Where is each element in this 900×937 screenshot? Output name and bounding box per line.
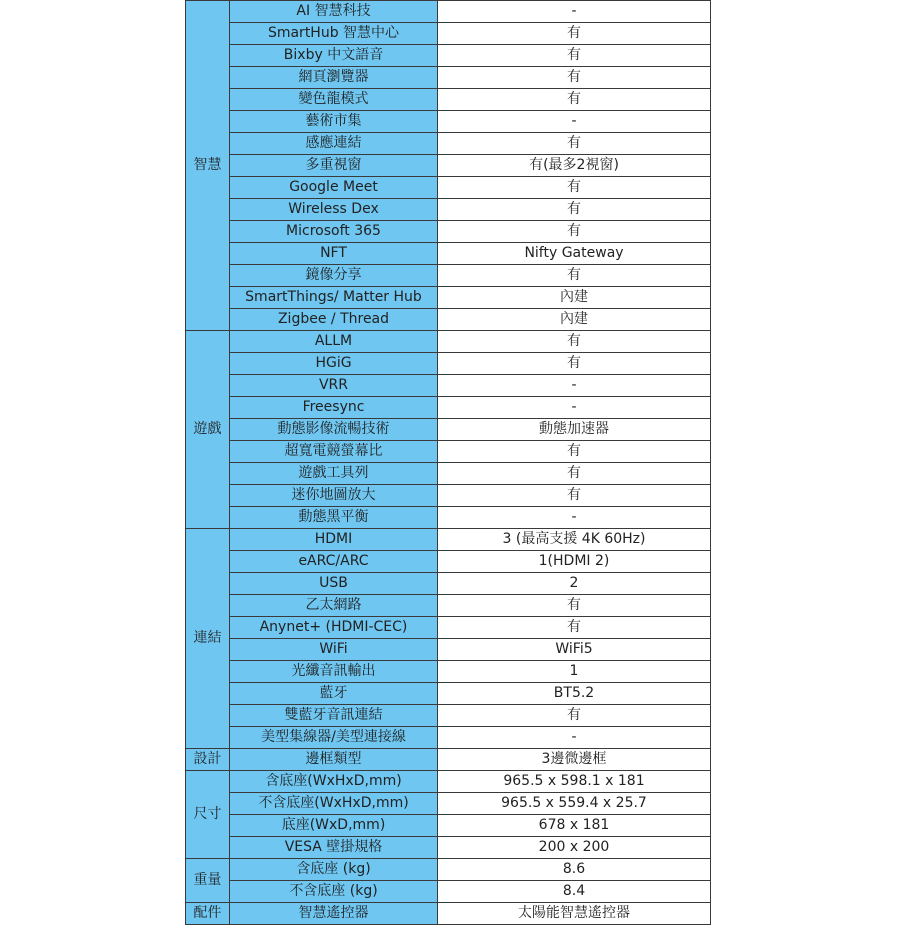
value-cell: 有 [438,705,711,727]
value-cell: 有 [438,485,711,507]
value-cell: 有 [438,67,711,89]
value-cell: 太陽能智慧遙控器 [438,903,711,925]
table-row [186,485,711,507]
value-cell: 有 [438,133,711,155]
category-cell: 設計 [186,749,230,771]
feature-cell: 乙太網路 [230,595,438,617]
value-cell: 動態加速器 [438,419,711,441]
feature-cell: 迷你地圖放大 [230,485,438,507]
table-row [186,419,711,441]
feature-cell: Bixby 中文語音 [230,45,438,67]
table-row [186,551,711,573]
value-cell: 965.5 x 559.4 x 25.7 [438,793,711,815]
table-row [186,111,711,133]
table-row [186,705,711,727]
value-cell: 有 [438,89,711,111]
table-row [186,353,711,375]
value-cell: 有 [438,23,711,45]
table-row [186,243,711,265]
table-row [186,595,711,617]
value-cell: WiFi5 [438,639,711,661]
feature-cell: ALLM [230,331,438,353]
value-cell: 有 [438,331,711,353]
feature-cell: 底座(WxD,mm) [230,815,438,837]
feature-cell: 含底座(WxHxD,mm) [230,771,438,793]
feature-cell: 智慧遙控器 [230,903,438,925]
table-row [186,265,711,287]
feature-cell: NFT [230,243,438,265]
table-row [186,683,711,705]
feature-cell: 動態黑平衡 [230,507,438,529]
category-cell: 重量 [186,859,230,903]
value-cell: BT5.2 [438,683,711,705]
value-cell: - [438,111,711,133]
value-cell: 有 [438,265,711,287]
table-row [186,661,711,683]
feature-cell: 不含底座 (kg) [230,881,438,903]
feature-cell: 變色龍模式 [230,89,438,111]
feature-cell: 藝術市集 [230,111,438,133]
feature-cell: Zigbee / Thread [230,309,438,331]
category-cell: 智慧 [186,1,230,331]
feature-cell: VESA 壁掛規格 [230,837,438,859]
table-row [186,815,711,837]
table-row [186,67,711,89]
value-cell: 8.4 [438,881,711,903]
table-row [186,727,711,749]
value-cell: 內建 [438,287,711,309]
value-cell: - [438,727,711,749]
table-row [186,749,711,771]
feature-cell: 雙藍牙音訊連結 [230,705,438,727]
feature-cell: USB [230,573,438,595]
table-row [186,89,711,111]
feature-cell: 多重視窗 [230,155,438,177]
table-row [186,903,711,925]
table-row [186,287,711,309]
feature-cell: 動態影像流暢技術 [230,419,438,441]
value-cell: 3邊微邊框 [438,749,711,771]
spec-table [185,0,711,925]
value-cell: Nifty Gateway [438,243,711,265]
feature-cell: 遊戲工具列 [230,463,438,485]
feature-cell: Freesync [230,397,438,419]
value-cell: 678 x 181 [438,815,711,837]
feature-cell: 美型集線器/美型連接線 [230,727,438,749]
category-cell: 遊戲 [186,331,230,529]
table-row [186,199,711,221]
feature-cell: 光纖音訊輸出 [230,661,438,683]
feature-cell: Microsoft 365 [230,221,438,243]
value-cell: - [438,375,711,397]
value-cell: 有 [438,221,711,243]
value-cell: 有(最多2視窗) [438,155,711,177]
table-row [186,573,711,595]
table-row [186,881,711,903]
feature-cell: HGiG [230,353,438,375]
feature-cell: SmartThings/ Matter Hub [230,287,438,309]
table-row [186,1,711,23]
category-cell: 連結 [186,529,230,749]
feature-cell: 網頁瀏覽器 [230,67,438,89]
feature-cell: eARC/ARC [230,551,438,573]
feature-cell: 超寬電競螢幕比 [230,441,438,463]
feature-cell: 感應連結 [230,133,438,155]
table-row [186,617,711,639]
table-row [186,331,711,353]
feature-cell: 邊框類型 [230,749,438,771]
value-cell: 1 [438,661,711,683]
value-cell: 3 (最高支援 4K 60Hz) [438,529,711,551]
table-row [186,837,711,859]
feature-cell: WiFi [230,639,438,661]
value-cell: 有 [438,595,711,617]
value-cell: 有 [438,617,711,639]
feature-cell: VRR [230,375,438,397]
feature-cell: SmartHub 智慧中心 [230,23,438,45]
feature-cell: 含底座 (kg) [230,859,438,881]
feature-cell: Google Meet [230,177,438,199]
value-cell: 2 [438,573,711,595]
value-cell: 內建 [438,309,711,331]
table-row [186,177,711,199]
feature-cell: Wireless Dex [230,199,438,221]
table-row [186,793,711,815]
spec-table-body [186,1,711,925]
value-cell: 200 x 200 [438,837,711,859]
feature-cell: Anynet+ (HDMI-CEC) [230,617,438,639]
value-cell: - [438,1,711,23]
table-row [186,771,711,793]
table-row [186,463,711,485]
table-row [186,507,711,529]
table-row [186,45,711,67]
value-cell: - [438,397,711,419]
table-row [186,133,711,155]
value-cell: 有 [438,199,711,221]
value-cell: 有 [438,45,711,67]
value-cell: 965.5 x 598.1 x 181 [438,771,711,793]
value-cell: 有 [438,441,711,463]
value-cell: 有 [438,353,711,375]
table-row [186,529,711,551]
table-row [186,859,711,881]
table-row [186,221,711,243]
table-row [186,441,711,463]
table-row [186,155,711,177]
table-row [186,397,711,419]
value-cell: - [438,507,711,529]
value-cell: 1(HDMI 2) [438,551,711,573]
table-row [186,309,711,331]
table-row [186,639,711,661]
feature-cell: HDMI [230,529,438,551]
value-cell: 有 [438,177,711,199]
table-row [186,375,711,397]
feature-cell: 鏡像分享 [230,265,438,287]
feature-cell: AI 智慧科技 [230,1,438,23]
feature-cell: 藍牙 [230,683,438,705]
category-cell: 配件 [186,903,230,925]
category-cell: 尺寸 [186,771,230,859]
feature-cell: 不含底座(WxHxD,mm) [230,793,438,815]
value-cell: 8.6 [438,859,711,881]
table-row [186,23,711,45]
value-cell: 有 [438,463,711,485]
